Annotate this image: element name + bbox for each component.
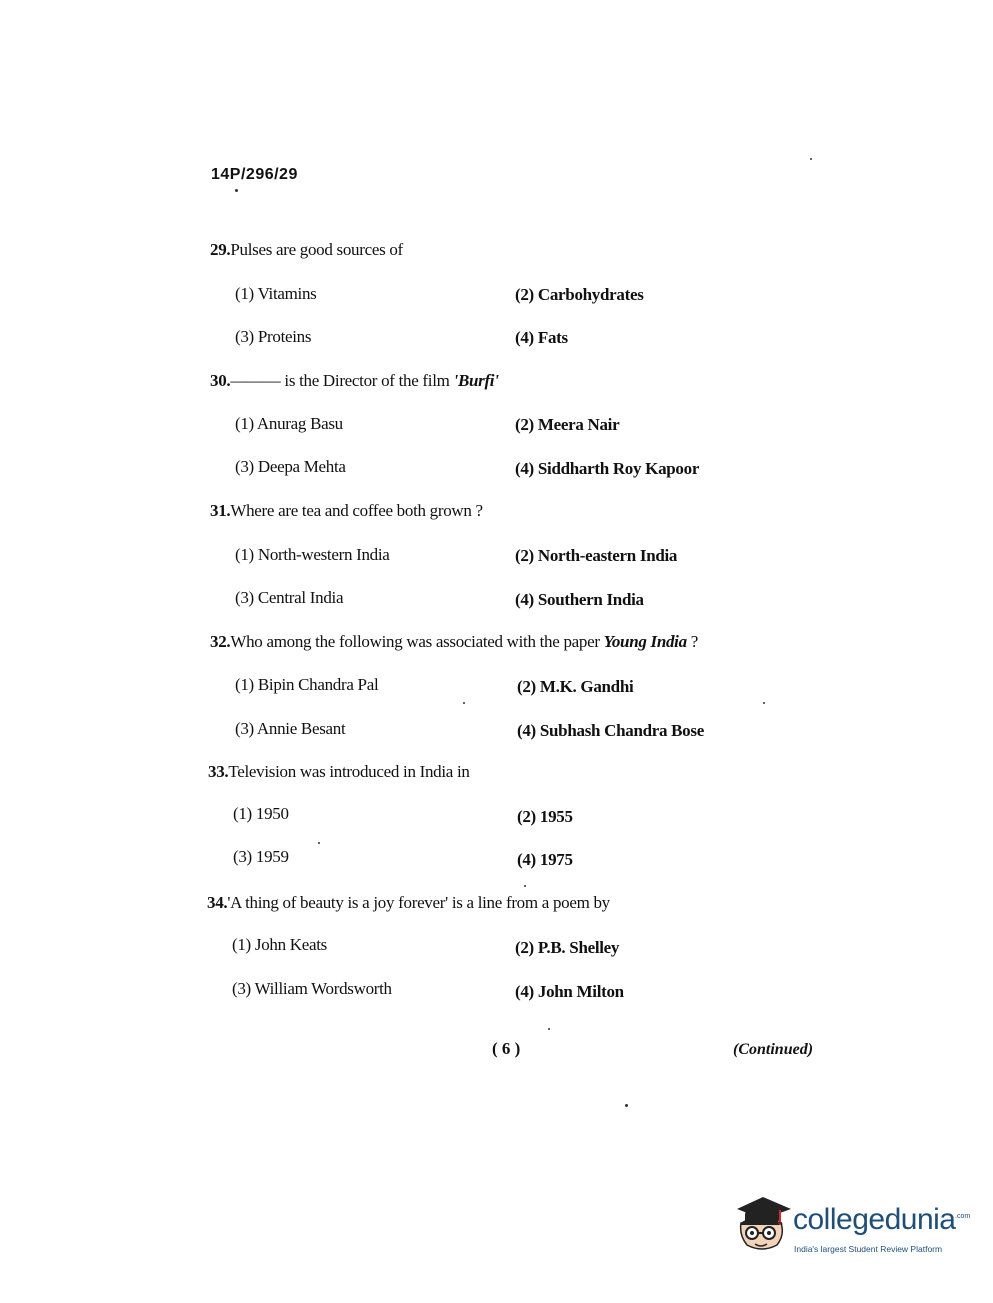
option: (3) Deepa Mehta bbox=[235, 457, 346, 476]
option: (1) Vitamins bbox=[235, 284, 317, 303]
scan-speck bbox=[763, 702, 765, 704]
question-text: ——— is the Director of the film bbox=[230, 371, 454, 390]
question-31 bbox=[210, 501, 483, 521]
option: (4) John Milton bbox=[515, 982, 624, 1001]
scan-speck bbox=[318, 842, 320, 844]
question-33 bbox=[208, 762, 470, 782]
option: (3) Annie Besant bbox=[235, 719, 346, 738]
option: (1) North-western India bbox=[235, 545, 390, 564]
question-32 bbox=[210, 632, 698, 652]
option: (3) Central India bbox=[235, 588, 344, 607]
option: (2) Meera Nair bbox=[515, 415, 620, 434]
question-suffix: ? bbox=[686, 632, 699, 651]
option: (2) Carbohydrates bbox=[515, 285, 644, 304]
paper-title: Young India bbox=[603, 632, 687, 651]
question-text: Who among the following was associated with the paper bbox=[230, 632, 604, 651]
option: (4) Subhash Chandra Bose bbox=[517, 721, 704, 740]
question-text: 'A thing of beauty is a joy forever' is a line from a poem by bbox=[227, 893, 610, 912]
option: (3) William Wordsworth bbox=[232, 979, 392, 998]
page-number: ( 6 ) bbox=[492, 1039, 521, 1058]
brand-tagline: India's largest Student Review Platform bbox=[794, 1244, 943, 1254]
paper-code: 14P/296/29 bbox=[211, 166, 298, 183]
option: (1) Anurag Basu bbox=[235, 414, 343, 433]
question-30 bbox=[210, 371, 499, 391]
option: (1) Bipin Chandra Pal bbox=[235, 675, 379, 694]
collegedunia-watermark bbox=[733, 1195, 971, 1265]
scan-speck bbox=[235, 189, 238, 192]
option: (2) M.K. Gandhi bbox=[517, 677, 634, 696]
option: (3) 1959 bbox=[233, 847, 289, 866]
question-number: 32. bbox=[210, 632, 231, 651]
option: (2) North-eastern India bbox=[515, 546, 678, 565]
brand-name: collegedunia bbox=[793, 1203, 956, 1236]
question-number: 34. bbox=[207, 893, 228, 912]
question-number: 33. bbox=[208, 762, 229, 781]
question-number: 30. bbox=[210, 371, 231, 390]
question-text: Television was introduced in India in bbox=[228, 762, 470, 781]
question-text: Pulses are good sources of bbox=[230, 240, 403, 259]
question-34 bbox=[207, 893, 610, 913]
option: (4) Siddharth Roy Kapoor bbox=[515, 459, 700, 478]
option: (4) Southern India bbox=[515, 590, 644, 609]
film-title: 'Burfi' bbox=[453, 371, 499, 390]
option: (4) 1975 bbox=[517, 850, 573, 869]
scan-speck bbox=[524, 885, 526, 887]
option: (2) 1955 bbox=[517, 807, 573, 826]
scan-speck bbox=[625, 1104, 628, 1107]
option: (1) John Keats bbox=[232, 935, 327, 954]
continued-label: (Continued) bbox=[733, 1041, 814, 1058]
option: (1) 1950 bbox=[233, 804, 289, 823]
scan-speck bbox=[810, 158, 812, 160]
option: (2) P.B. Shelley bbox=[515, 938, 620, 957]
question-number: 29. bbox=[210, 240, 231, 259]
option: (3) Proteins bbox=[235, 327, 312, 346]
question-29 bbox=[210, 240, 403, 260]
question-number: 31. bbox=[210, 501, 231, 520]
option: (4) Fats bbox=[515, 328, 568, 347]
collegedunia-logo-icon bbox=[733, 1195, 791, 1253]
scan-speck bbox=[463, 702, 465, 704]
scan-speck bbox=[548, 1028, 550, 1030]
question-text: Where are tea and coffee both grown ? bbox=[230, 501, 483, 520]
brand-domain: .com bbox=[955, 1213, 971, 1220]
